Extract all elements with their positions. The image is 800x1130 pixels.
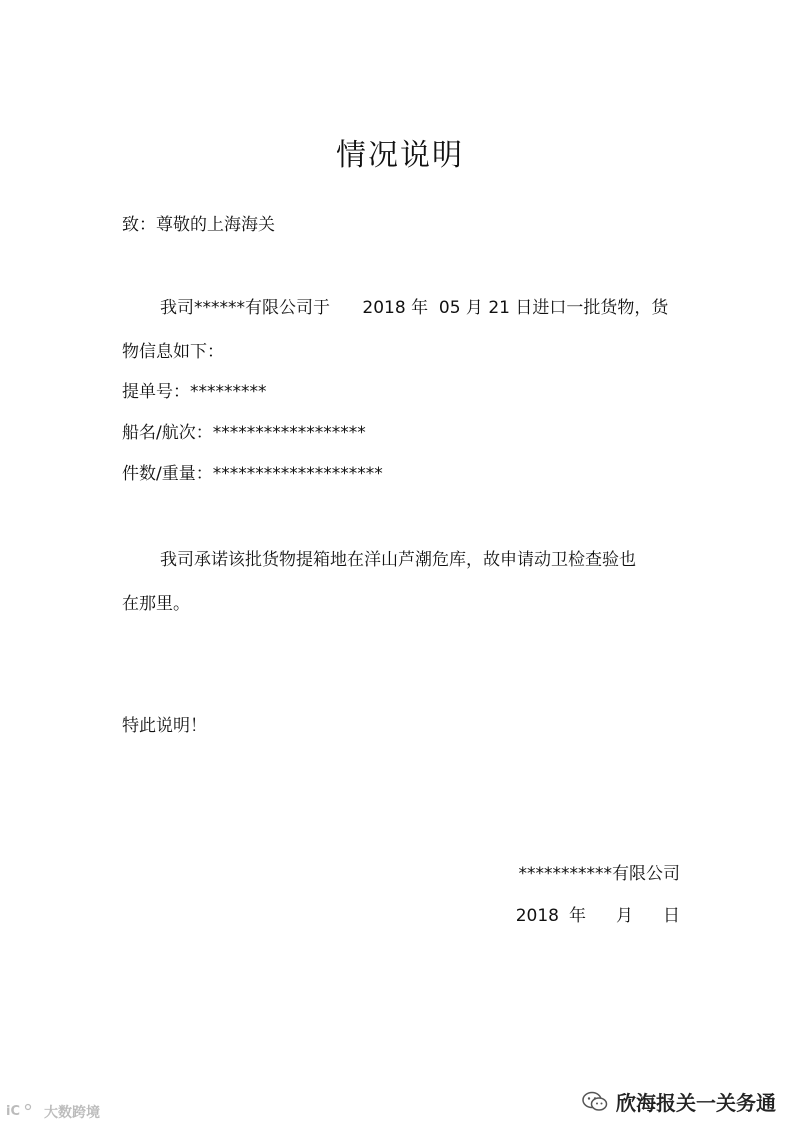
field-value: ******************** [212, 464, 383, 484]
paragraph-1-line-1: 我司******有限公司于 2018 年 05 月 21 日进口一批货物，货 [160, 298, 669, 318]
field-label: 船名/航次： [122, 423, 213, 443]
field-value: ********* [190, 382, 267, 402]
quantity-weight-field [122, 462, 383, 486]
signature-date [516, 904, 680, 928]
closing-remark: 特此说明！ [122, 716, 207, 736]
sign-day-unit: 日 [663, 906, 680, 926]
paragraph-1-line-2: 物信息如下： [122, 342, 224, 362]
paragraph-2-line-2: 在那里。 [122, 594, 190, 614]
vessel-voyage-field [122, 421, 366, 445]
sign-year-unit: 年 [569, 906, 586, 926]
bill-of-lading-field [122, 380, 267, 404]
svg-text:iC: iC [6, 1104, 20, 1118]
document-title: 情况说明 [336, 138, 464, 173]
signer-company: ***********有限公司 [518, 864, 680, 884]
salutation: 致：尊敬的上海海关 [122, 215, 275, 235]
sign-year: 2018 [515, 906, 559, 926]
wechat-account-name: 欣海报关一关务通 [616, 1091, 776, 1115]
paragraph-2-line-1: 我司承诺该批货物提箱地在洋山芦潮危库，故申请动卫检查验也 [160, 550, 636, 570]
wechat-account-watermark [582, 1087, 776, 1116]
bottom-left-watermark [6, 1102, 100, 1122]
field-label: 提单号： [122, 382, 190, 402]
sign-month-unit: 月 [616, 906, 633, 926]
wechat-icon [582, 1091, 608, 1113]
field-label: 件数/重量： [122, 464, 213, 484]
field-value: ****************** [212, 423, 366, 443]
brand-logo-icon [6, 1102, 40, 1122]
brand-logo-text: 大数跨境 [44, 1105, 100, 1121]
